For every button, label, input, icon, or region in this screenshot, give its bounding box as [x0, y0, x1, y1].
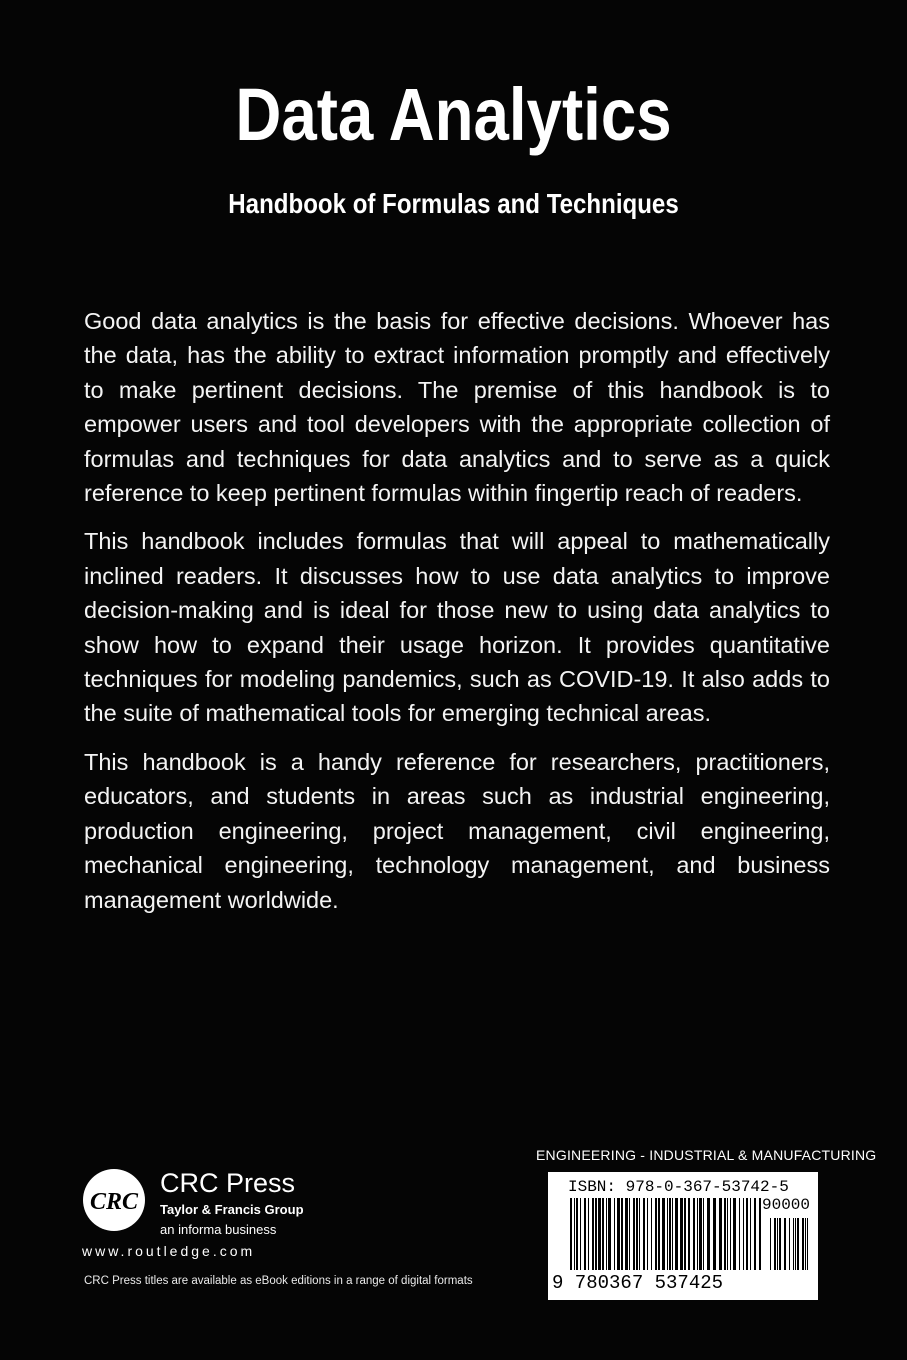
barcode-bar	[805, 1218, 806, 1270]
barcode-bar	[636, 1198, 638, 1270]
barcode-bar	[724, 1198, 726, 1270]
barcode-bar	[580, 1198, 581, 1270]
isbn-number: ISBN: 978-0-367-53742-5	[568, 1178, 789, 1196]
barcode-bar	[675, 1198, 678, 1270]
barcode-bar	[777, 1218, 778, 1270]
barcode-bar	[807, 1218, 808, 1270]
book-subtitle: Handbook of Formulas and Techniques	[228, 188, 679, 219]
barcode-bar	[699, 1198, 702, 1270]
barcode-bar	[739, 1198, 740, 1270]
ebook-note: CRC Press titles are available as eBook editions in a range of digital formats	[84, 1275, 473, 1287]
barcode-bar	[707, 1198, 710, 1270]
barcode-bar	[713, 1198, 716, 1270]
barcode-bar	[625, 1198, 628, 1270]
barcode-bar	[733, 1198, 736, 1270]
barcode-bar	[789, 1218, 790, 1270]
barcode-bar	[697, 1198, 698, 1270]
barcode-bar	[754, 1198, 756, 1270]
price-code: 90000	[761, 1196, 810, 1214]
barcode-bar	[727, 1198, 728, 1270]
barcode-bar	[693, 1198, 695, 1270]
crc-logo-icon	[82, 1168, 146, 1232]
barcode-bar	[743, 1198, 744, 1270]
barcode-bar	[598, 1198, 601, 1270]
ean-digits: 9 780367 537425	[552, 1272, 724, 1294]
barcode-bar	[608, 1198, 611, 1270]
subject-category: ENGINEERING - INDUSTRIAL & MANUFACTURING	[536, 1147, 877, 1163]
barcode-bar	[658, 1198, 660, 1270]
barcode-bar	[779, 1218, 781, 1270]
barcode-bar	[588, 1198, 589, 1270]
barcode-bar	[684, 1198, 686, 1270]
barcode-bar	[614, 1198, 615, 1270]
barcode-bar	[784, 1218, 786, 1270]
barcode-bar	[617, 1198, 620, 1270]
barcode-bar	[651, 1198, 652, 1270]
barcode-bar	[795, 1218, 796, 1270]
barcode-bar	[802, 1218, 804, 1270]
isbn-barcode	[548, 1172, 818, 1300]
barcode-bar	[680, 1198, 683, 1270]
publisher-informa: an informa business	[160, 1222, 277, 1237]
barcode-bar	[629, 1198, 630, 1270]
barcode-bar	[703, 1198, 704, 1270]
barcode-bar	[639, 1198, 640, 1270]
barcode-bar	[719, 1198, 722, 1270]
barcode-bar	[584, 1198, 586, 1270]
barcode-bar	[730, 1198, 731, 1270]
barcode-bar	[793, 1218, 794, 1270]
description-paragraph: This handbook is a handy reference for researchers, practitioners, educators, and students in areas such as industrial engineering, production engineering, project management, civil engineering, mechanical engineering, technology management, and business management worldwide.	[84, 748, 830, 913]
barcode-bar	[602, 1198, 604, 1270]
barcode-bar	[595, 1198, 597, 1270]
barcode-bar	[770, 1218, 771, 1270]
barcode-bar	[759, 1198, 761, 1270]
barcode-bar	[662, 1198, 665, 1270]
barcode-bar	[746, 1198, 748, 1270]
book-title: Data Analytics	[235, 73, 672, 156]
description-paragraph: This handbook includes formulas that will appeal to mathematically inclined readers. It discusses how to use data analytics to improve decision-making and is ideal for those new to using data analytics to show how to expand their usage horizon. It provides quantitative techniques for modeling pandemics, such as COVID-19. It also adds to the suite of mathematical tools for emerging technical areas.	[84, 528, 830, 727]
publisher-group: Taylor & Francis Group	[160, 1202, 304, 1217]
crc-logo-text: CRC	[89, 1189, 139, 1215]
barcode-bar	[633, 1198, 635, 1270]
barcode-bar	[647, 1198, 648, 1270]
barcode-bar	[576, 1198, 578, 1270]
barcode-bar	[750, 1198, 751, 1270]
barcode-bar	[672, 1198, 673, 1270]
barcode-bar	[606, 1198, 607, 1270]
description-paragraph: Good data analytics is the basis for effective decisions. Whoever has the data, has the ability to extract information promptly and effectively to make pertinent decisions. The premise of this handbook is to empower users and tool developers with the appropriate collection of formulas and techniques for data analytics and to serve as a quick reference to keep pertinent formulas within fingertip reach of readers.	[84, 308, 830, 507]
barcode-bar	[570, 1198, 572, 1270]
barcode-bar	[643, 1198, 645, 1270]
barcode-bar	[655, 1198, 657, 1270]
barcode-bar	[797, 1218, 799, 1270]
barcode-bar	[667, 1198, 668, 1270]
description-block	[84, 304, 830, 931]
publisher-name: CRC Press	[160, 1168, 296, 1198]
barcode-bar	[592, 1198, 594, 1270]
barcode-bar	[574, 1198, 575, 1270]
barcode-bar	[669, 1198, 671, 1270]
barcode-bar	[688, 1198, 690, 1270]
barcode-bar	[774, 1218, 776, 1270]
publisher-url: www.routledge.com	[82, 1243, 256, 1259]
barcode-bar	[621, 1198, 623, 1270]
